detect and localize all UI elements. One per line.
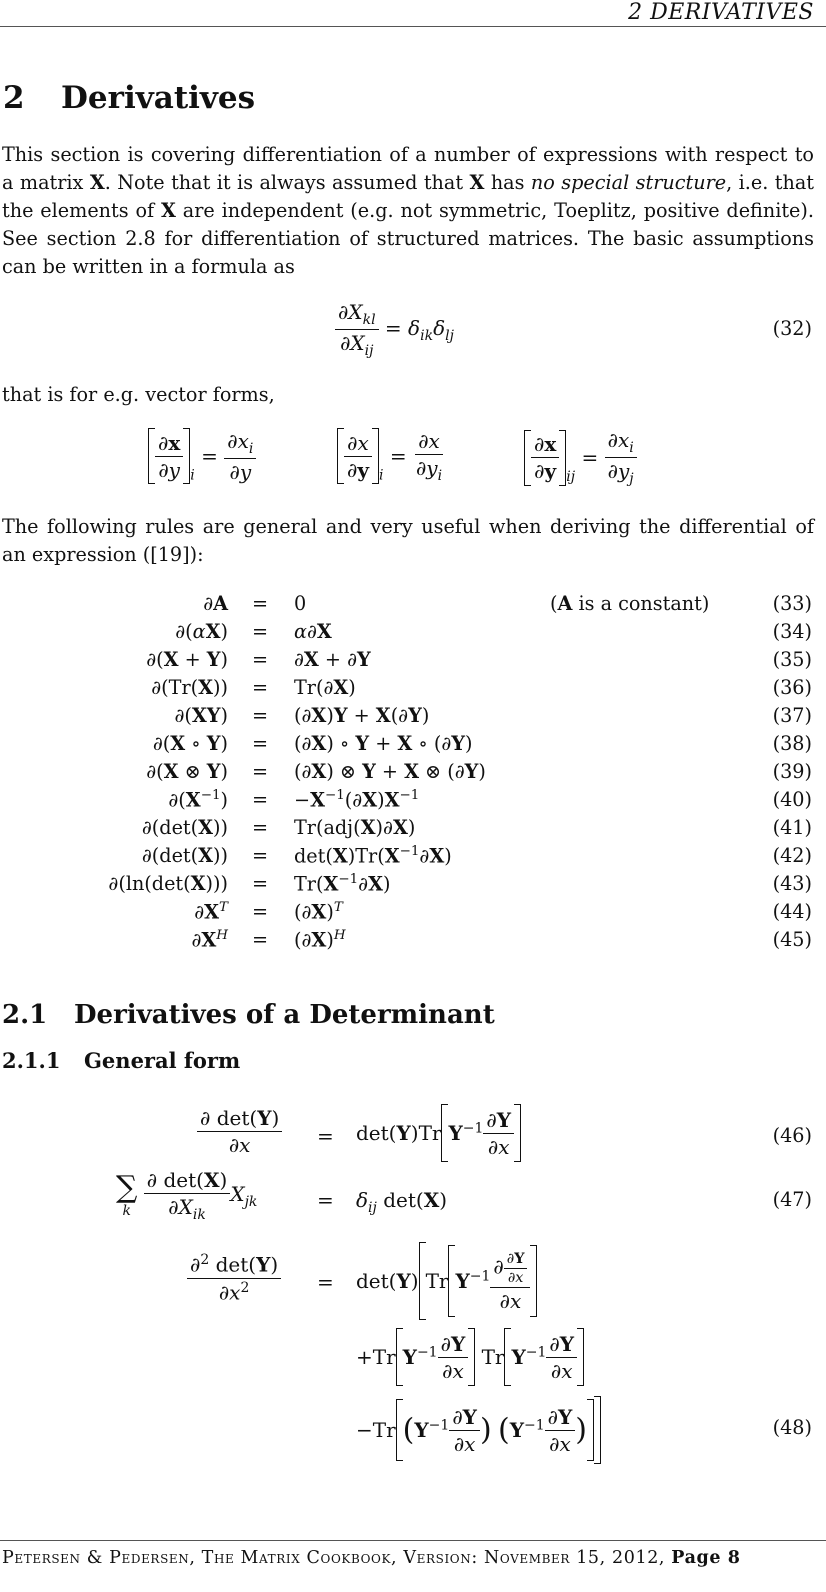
equation-32: $\frac{\partial X_{kl}}{\partial X_{ij}}$ = $\delta_{ik}\delta_{lj}$ [335,300,454,359]
rule-43: ∂(ln(det(X))) = $Tr(X^{-1}\partial X)$ (43) [108,872,812,896]
running-head: 2 DERIVATIVES [628,0,814,25]
rules-paragraph: The following rules are general and very useful when deriving the differential of an expression ([19]): [2,515,814,566]
subsection-heading [2,1000,495,1030]
equation-47-eq: = [317,1188,334,1212]
rule-34: ∂(αX) = α∂X (34) [175,620,812,643]
subsubsection-heading [2,1048,240,1073]
rule-38: ∂(X ∘ Y) = (∂X) ∘ Y + X ∘ (∂Y) (38) [152,732,812,755]
equation-46-lhs: $\frac{\partial \det(Y)}{\partial x}$ [197,1106,282,1157]
rule-37: ∂(XY) = (∂X)Y + X(∂Y) (37) [174,704,812,727]
rule-44: $\partial X^T$ = $(\partial X)^T$ (44) [194,900,812,924]
rule-36: ∂(Tr(X)) = Tr(∂X) (36) [151,676,812,699]
vector-forms-text: that is for e.g. vector forms, [2,383,275,406]
section-heading [3,80,255,116]
rule-35: ∂(X + Y) = ∂X + ∂Y (35) [146,648,812,671]
equation-48-rhs-line3: −Tr ($Y^{-1}$ $\frac{\partial Y}{\partial x}$ ) ($Y^{-1}$ $\frac{\partial Y}{\partial x}$ ) [356,1396,601,1464]
eq-number-46: (46) [772,1124,812,1147]
equation-46-rhs: det(Y)Tr $Y^{-1}$ $\frac{\partial Y}{\partial x}$ [356,1104,521,1162]
rule-33: ∂A = 0 (A is a constant) (33) [203,592,812,615]
footer-page: Page 8 [671,1548,741,1568]
rule-41: ∂(det(X)) = Tr(adj(X)∂X) (41) [141,816,812,839]
footer-rule [0,1540,826,1541]
eq-number-48: (48) [772,1416,812,1439]
rule-40: $\partial(X^{-1})$ = $-X^{-1}(\partial X)X^{-1}$ (40) [168,788,812,812]
subsubsection-title: General form [84,1048,241,1073]
rule-42: ∂(det(X)) = $\det(X)Tr(X^{-1}\partial X)$ (42) [141,844,812,868]
equation-48-eq: = [317,1270,334,1294]
subsubsection-number: 2.1.1 [2,1048,61,1073]
section-number: 2 [3,80,25,116]
vector-form-1: $\frac{\partial x}{\partial y}$ $_i$ = $\frac{\partial x_i}{\partial y}$ [148,428,256,484]
equation-46-eq: = [317,1124,334,1148]
equation-48-rhs-line1: det(Y) Tr $Y^{-1}$ ∂ $\frac{\partial Y}{\partial x}$ ∂x [356,1242,537,1320]
equation-48-lhs: $\frac{\partial^2 \det(Y)}{\partial x^2}$ [187,1252,281,1304]
subsection-number: 2.1 [2,1000,48,1030]
equation-47-rhs: $\delta_{ij}$ det(X) [356,1188,448,1216]
footer [2,1548,741,1568]
rule-39: ∂(X ⊗ Y) = (∂X) ⊗ Y + X ⊗ (∂Y) (39) [146,760,812,783]
vector-form-3: $\frac{\partial x}{\partial y}$ $_{ij}$ = $\frac{\partial x_i}{\partial y_j}$ [524,428,637,487]
eq-number-47: (47) [772,1188,812,1211]
eq-number-32: (32) [772,317,812,340]
footer-text: Petersen & Pedersen, The Matrix Cookbook, Version: November 15, 2012, [2,1548,666,1568]
rule-45: $\partial X^H$ = $(\partial X)^H$ (45) [191,928,812,952]
equation-48-rhs-line2: +Tr $Y^{-1}$ $\frac{\partial Y}{\partial x}$ Tr $Y^{-1}$ $\frac{\partial Y}{\partial x}$ [356,1328,584,1386]
section-title: Derivatives [61,80,256,116]
header-rule [0,26,826,27]
subsection-title: Derivatives of a Determinant [74,1000,495,1030]
equation-47-lhs: ∑ k $\frac{\partial \det(X)}{\partial X_{ik}}$ $X_{jk}$ [116,1168,258,1223]
vector-form-2: $\frac{\partial x}{\partial y}$ $_i$ = $\frac{\partial x}{\partial y_i}$ [337,428,445,484]
intro-paragraph: This section is covering differentiation of a number of expressions with respect to a matrix X. Note that it is always assumed that X has no special structure, i.e. that the elements of X are independent (e.g. not symmetric, Toeplitz, positive definite). See section 2.8 for differentiation of structured matrices. The basic assumptions can be written in a formula as [2,143,814,278]
